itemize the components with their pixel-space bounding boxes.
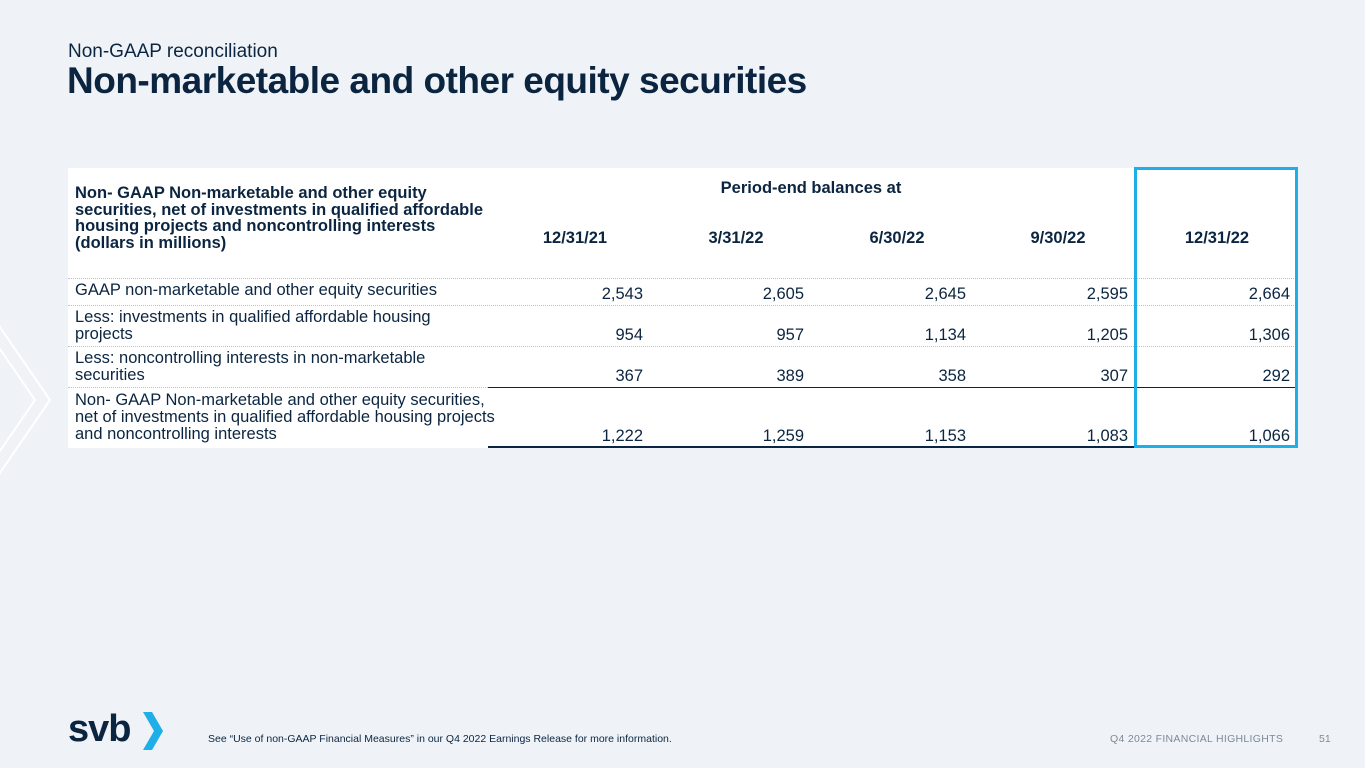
highlighted-column-frame (1134, 167, 1298, 448)
table-cell: 1,134 (924, 326, 966, 344)
page-title: Non-marketable and other equity securities (67, 60, 807, 101)
table-cell: 367 (615, 367, 643, 385)
table-cell: 954 (615, 326, 643, 344)
row-separator (68, 278, 1298, 279)
report-label: Q4 2022 FINANCIAL HIGHLIGHTS (1110, 733, 1284, 745)
period-group-header: Period-end balances at (720, 179, 902, 197)
column-header-3-31-22: 3/31/22 (708, 229, 764, 247)
row-label-non-gaap-total: Non- GAAP Non-marketable and other equity securities, net of investments in qualified affordable housing projects and noncontrolling interests (75, 391, 495, 443)
table-cell: 1,259 (762, 427, 804, 445)
table-cell: 1,222 (601, 427, 643, 445)
section-eyebrow: Non-GAAP reconciliation (68, 41, 278, 62)
table-cell: 307 (1100, 367, 1128, 385)
table-cell: 1,205 (1086, 326, 1128, 344)
table-cell: 2,645 (924, 285, 966, 303)
table-cell: 389 (776, 367, 804, 385)
reconciliation-table (68, 168, 1298, 448)
svb-logo (68, 708, 168, 752)
label-header-units: (dollars in millions) (75, 233, 227, 252)
decorative-chevrons (0, 300, 60, 500)
table-cell: 1,083 (1086, 427, 1128, 445)
table-cell: 2,664 (1248, 285, 1290, 303)
column-header-12-31-21: 12/31/21 (542, 229, 608, 247)
row-separator (68, 305, 1298, 306)
table-cell: 957 (776, 326, 804, 344)
chevron-right-icon (143, 712, 163, 750)
row-label-gaap: GAAP non-marketable and other equity securities (75, 281, 437, 299)
table-cell: 292 (1262, 367, 1290, 385)
table-cell: 1,153 (924, 427, 966, 445)
logo-wordmark: svb (68, 708, 131, 750)
column-header-6-30-22: 6/30/22 (869, 229, 925, 247)
column-header-9-30-22: 9/30/22 (1030, 229, 1086, 247)
table-cell: 358 (938, 367, 966, 385)
page-number: 51 (1319, 733, 1331, 745)
label-header-text: Non- GAAP Non-marketable and other equity securities, net of investments in qualified affordable housing projects and noncontrolling interests (75, 184, 484, 235)
table-label-header (75, 185, 485, 251)
row-label-noncontrolling: Less: noncontrolling interests in non-marketable securities (75, 349, 426, 384)
table-cell: 2,595 (1086, 285, 1128, 303)
row-label-affordable-housing: Less: investments in qualified affordable housing projects (75, 308, 431, 343)
footnote: See “Use of non-GAAP Financial Measures” in our Q4 2022 Earnings Release for more information. (208, 733, 672, 745)
table-cell: 2,605 (762, 285, 804, 303)
table-cell: 2,543 (601, 285, 643, 303)
table-cell: 1,066 (1248, 427, 1290, 445)
table-cell: 1,306 (1248, 326, 1290, 344)
row-separator (68, 387, 488, 388)
column-header-12-31-22: 12/31/22 (1184, 229, 1250, 247)
row-separator (68, 346, 1298, 347)
